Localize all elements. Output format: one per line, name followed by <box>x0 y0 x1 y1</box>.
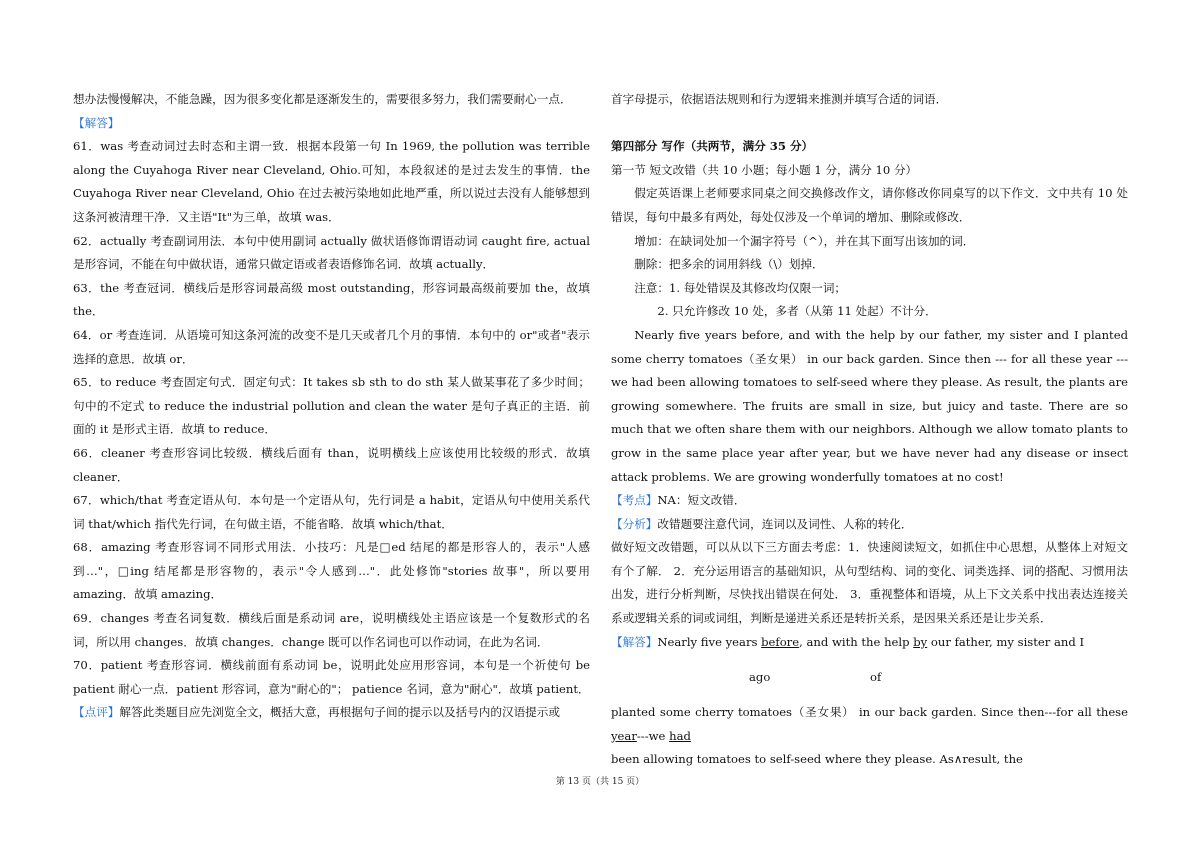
answer-text: ---we <box>636 728 670 743</box>
answer-tag: 【解答】 <box>611 634 658 649</box>
method-paragraph: 做好短文改错题，可以从以下三方面去考虑：1．快速阅读短文，如抓住中心思想，从整体上对短文有个了解． 2．充分运用语言的基础知识，从句型结构、词的变化、词类选择、词的搭配、习惯用法出发，进行分析判断，尽快找出错误在何处． 3．重视整体和语境，从上下文关系中找出表达连接关系或逻辑关系的词或词组，判断是递进关系还是转折关系，是因果关系还是让步关系． <box>611 540 1128 626</box>
point-paragraph <box>611 489 1128 513</box>
spacer <box>611 112 1128 136</box>
answer-label <box>73 112 590 136</box>
continued-line: 首字母提示，依据语法规则和行为逻辑来推测并填写合适的词语． <box>611 92 948 106</box>
answer-69: 69．changes 考查名词复数．横线后面是系动词 are，说明横线处主语应该是一个复数形式的名词，所以用 changes．故填 changes．change 既可以作名词也可以作动词，在此为名词． <box>73 611 590 649</box>
answer-64: 64．or 考查连词．从语境可知这条河流的改变不是几天或者几个月的事情．本句中的 or"或者"表示选择的意思．故填 or． <box>73 327 590 366</box>
answer-line-2 <box>611 701 1128 748</box>
instruction-delete: 删除：把多余的词用斜线（\）划掉． <box>634 257 824 272</box>
instruction-paragraph: 假定英语课上老师要求同桌之间交换修改作文，请你修改你同桌写的以下作文．文中共有 10 处错误，每句中最多有两处，每处仅涉及一个单词的增加、删除或修改． <box>611 186 1128 224</box>
answer-68: 68．amazing 考查形容词不同形式用法．小技巧：凡是□ed 结尾的都是形容人的，表示"人感到…"，□ing 结尾都是形容物的，表示"令人感到…"．此处修饰"stories 故事"，所以要用 amazing．故填 amazing． <box>73 540 590 602</box>
analysis-paragraph <box>611 513 1128 537</box>
answer-line-1 <box>611 631 1128 655</box>
answer-70: 70．patient 考查形容词．横线前面有系动词 be，说明此处应用形容词，本句是一个祈使句 be patient 耐心一点．patient 形容词，意为"耐心的"； patience 名词，意为"耐心"．故填 patient． <box>73 658 590 696</box>
answer-66: 66．cleaner 考查形容词比较级．横线后面有 than，说明横线上应该使用比较级的形式．故填 cleaner． <box>73 445 590 484</box>
analysis-tag: 【分析】 <box>611 516 658 531</box>
subsection-heading: 第一节 短文改错（共 10 小题；每小题 1 分，满分 10 分） <box>611 162 918 177</box>
correction-row <box>611 654 1128 701</box>
passage-text: Nearly five years before, and with the help by our father, my sister and I planted some cherry tomatoes（圣女果） in our back garden. Since then --- for all these year --- we had been allowing tomatoes to self-seed where they please. As result, the plants are growing somewhere. The fruits are small in size, but juicy and taste. There are so much that we often share them with our neighbors. Although we allow tomato plants to grow in the same place year after year, but we have never had any disease or insect attack problems. We are growing wonderfully tomatoes at no cost! <box>611 327 1128 484</box>
answer-tag: 【解答】 <box>73 115 120 130</box>
point-text: NA：短文改错． <box>657 493 746 508</box>
answer-67: 67．which/that 考查定语从句．本句是一个定语从句，先行词是 a habit，定语从句中使用关系代词 that/which 指代先行词，在句做主语，不能省略．故填 which/that． <box>73 493 590 531</box>
point-tag: 【考点】 <box>611 493 658 508</box>
answer-61: 61．was 考查动词过去时态和主谓一致．根据本段第一句 In 1969, the pollution was terrible along the Cuyahoga River near Cleveland, Ohio.可知，本段叙述的是过去发生的事情．the Cuyahoga River near Cleveland, Ohio 在过去被污染地如此地严重，所以说过去没有人能够想到这条河被清理干净．又主语"It"为三单，故填 was． <box>73 139 590 224</box>
answer-text: , and with the help <box>799 634 914 649</box>
error-word: year <box>611 728 637 743</box>
analysis-text: 改错题要注意代词，连词以及词性、人称的转化． <box>657 516 913 531</box>
instruction-note-2: 2. 只允许修改 10 处，多者（从第 11 处起）不计分． <box>657 304 937 319</box>
error-word: by <box>913 634 928 649</box>
comment-paragraph <box>73 701 590 725</box>
answer-63: 63．the 考查冠词．横线后是形容词最高级 most outstanding，形容词最高级前要加 the，故填 the． <box>73 280 590 319</box>
answer-text: our father, my sister and I <box>927 634 1085 649</box>
right-column <box>611 88 1128 772</box>
instruction-note-1: 注意：1. 每处错误及其修改均仅限一词； <box>634 280 847 295</box>
instruction-add: 增加：在缺词处加一个漏字符号（^），并在其下面写出该加的词． <box>634 233 975 248</box>
correction-word: of <box>870 670 882 685</box>
page-footer: 第 13 页（共 15 页） <box>555 777 645 787</box>
answer-text: Nearly five years <box>657 634 762 649</box>
paragraph: 想办法慢慢解决，不能急躁，因为很多变化都是逐渐发生的，需要很多努力，我们需要耐心一点． <box>73 92 572 106</box>
correction-word: ago <box>749 670 771 685</box>
answer-text: planted some cherry tomatoes（圣女果） in our back garden. Since then---for all these <box>611 705 1128 720</box>
answer-65: 65．to reduce 考查固定句式．固定句式：It takes sb sth to do sth 某人做某事花了多少时间；句中的不定式 to reduce the industrial pollution and clean the water 是句子真正的主语．前面的 it 是形式主语．故填 to reduce． <box>73 375 590 437</box>
section-heading: 第四部分 写作（共两节，满分 35 分） <box>611 139 814 154</box>
error-word: had <box>669 728 691 743</box>
answer-62: 62．actually 考查副词用法．本句中使用副词 actually 做状语修饰谓语动词 caught fire, actual 是形容词，不能在句中做状语，通常只做定语或者表语修饰名词．故填 actually． <box>73 233 590 272</box>
answer-line-3: been allowing tomatoes to self-seed where they please. As∧result, the <box>611 752 1023 767</box>
comment-text: 解答此类题目应先浏览全文，概括大意，再根据句子间的提示以及括号内的汉语提示或 <box>119 705 560 720</box>
comment-tag: 【点评】 <box>73 705 120 720</box>
error-word: before <box>761 634 800 649</box>
left-column <box>73 88 590 725</box>
